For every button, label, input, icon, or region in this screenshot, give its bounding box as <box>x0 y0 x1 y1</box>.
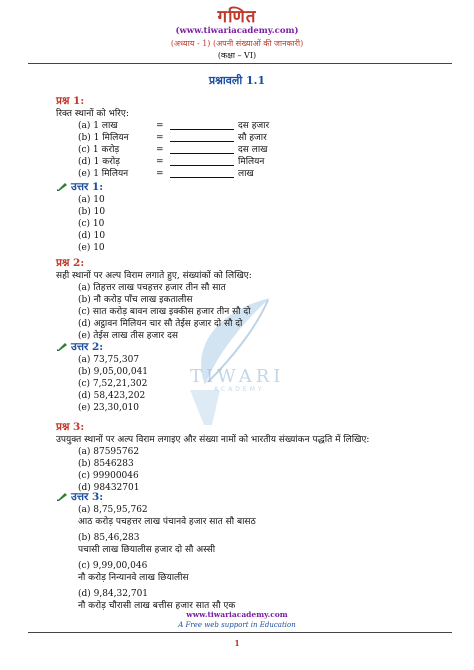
fill-blank <box>170 144 234 154</box>
answer-2-label: उत्तर 2: <box>71 341 104 353</box>
pen-icon <box>56 182 68 192</box>
chapter-subtitle: (अध्याय - 1) (अपनी संख्याओं की जानकारी) <box>170 39 304 48</box>
fill-row-equals: = <box>156 121 164 131</box>
list-item: (d) 98432701 <box>78 483 140 493</box>
fill-row-equals: = <box>156 169 164 179</box>
list-item: (d) अट्ठावन मिलियन चार सौ तेईस हजार दो सौ दो <box>78 319 243 329</box>
list-item: (b) 9,05,00,041 <box>78 367 149 377</box>
page-title: गणित <box>217 7 257 27</box>
fill-row-lhs: (a) 1 लाख <box>78 121 118 131</box>
list-item: (b) 8546283 <box>78 459 134 469</box>
question-3-label: प्रश्न 3: <box>56 421 85 433</box>
list-item: (a) 73,75,307 <box>78 355 140 365</box>
answer-1-heading <box>56 180 105 194</box>
answer-number: (b) 85,46,283 <box>78 533 140 543</box>
fill-row-rhs: सौ हजार <box>238 133 267 143</box>
class-label: (कक्षा – VI) <box>217 51 257 60</box>
list-item: (c) सात करोड़ बावन लाख इक्कीस हजार तीन सौ दो <box>78 307 251 317</box>
fill-row-equals: = <box>156 133 164 143</box>
fill-row-rhs: लाख <box>238 169 254 179</box>
fill-row <box>56 168 269 180</box>
fill-row <box>56 132 269 144</box>
fill-row-lhs: (b) 1 मिलियन <box>78 133 129 143</box>
fill-row-lhs: (c) 1 करोड़ <box>78 145 120 155</box>
list-item: (c) 7,52,21,302 <box>78 379 148 389</box>
header-site-link[interactable]: (www.tiwariacademy.com) <box>175 26 299 36</box>
exercise-title: प्रश्नावली 1.1 <box>208 74 266 87</box>
question-3 <box>56 420 369 494</box>
fill-blank <box>170 132 234 142</box>
fill-blank <box>170 156 234 166</box>
list-item: (e) 23,30,010 <box>78 403 140 413</box>
list-item: (d) 10 <box>78 231 106 241</box>
fill-row-rhs: मिलियन <box>238 157 265 167</box>
question-1-label: प्रश्न 1: <box>56 95 85 107</box>
footer-tagline: A Free web support in Education <box>178 621 296 629</box>
answer-number: (a) 8,75,95,762 <box>78 505 148 515</box>
fill-blank <box>170 168 234 178</box>
fill-row <box>56 156 269 168</box>
question-2-instruction: सही स्थानों पर अल्प विराम लगाते हुए, संख्यांकों को लिखिए: <box>56 271 252 281</box>
fill-row-rhs: दस लाख <box>238 145 268 155</box>
pen-icon <box>56 342 68 352</box>
fill-row-rhs: दस हजार <box>238 121 270 131</box>
question-2 <box>56 256 252 342</box>
list-item: (c) 99900046 <box>78 471 139 481</box>
list-item: (c) 10 <box>78 219 105 229</box>
answer-words: नौ करोड़ निन्यानवे लाख छियालीस <box>78 573 189 583</box>
fill-blank <box>170 120 234 130</box>
answer-words: आठ करोड़ पचहत्तर लाख पंचानवे हजार सात सौ बासठ <box>78 517 256 527</box>
list-item: (e) तेईस लाख तीस हजार दस <box>78 331 178 341</box>
fill-row <box>56 120 269 132</box>
header-divider <box>28 63 452 64</box>
watermark-subtext: ACADEMY <box>214 386 265 393</box>
fill-row-lhs: (e) 1 मिलियन <box>78 169 129 179</box>
answer-2-heading <box>56 340 148 354</box>
answer-words: पचासी लाख छियालीस हजार दो सौ अस्सी <box>78 545 216 555</box>
answer-number: (c) 9,99,00,046 <box>78 561 148 571</box>
fill-row-equals: = <box>156 145 164 155</box>
fill-row-equals: = <box>156 157 164 167</box>
footer-site-link[interactable]: www.tiwariacademy.com <box>186 610 288 619</box>
answer-3-label: उत्तर 3: <box>71 491 104 503</box>
question-1 <box>56 94 269 180</box>
list-item: (e) 10 <box>78 243 105 253</box>
list-item: (b) नौ करोड़ पाँच लाख इकतालीस <box>78 295 193 305</box>
question-3-instruction: उपयुक्त स्थानों पर अल्प विराम लगाइए और संख्या नामों को भारतीय संख्यांकन पद्धति में लिखिए: <box>56 435 370 445</box>
question-1-instruction: रिक्त स्थानों को भरिए: <box>56 109 129 119</box>
footer-divider <box>28 632 452 633</box>
answer-3-heading <box>56 490 256 504</box>
list-item: (d) 58,423,202 <box>78 391 146 401</box>
list-item: (a) 87595762 <box>78 447 140 457</box>
list-item: (b) 10 <box>78 207 106 217</box>
list-item: (a) तिहत्तर लाख पचहत्तर हजार तीन सौ सात <box>78 283 226 293</box>
answer-2 <box>56 340 148 414</box>
pen-icon <box>56 492 68 502</box>
answer-1 <box>56 180 105 254</box>
watermark-text: TIWARI <box>190 366 285 387</box>
answer-1-label: उत्तर 1: <box>71 181 104 193</box>
question-2-label: प्रश्न 2: <box>56 257 85 269</box>
page-number: 1 <box>234 638 240 648</box>
answer-3 <box>56 490 256 612</box>
fill-row <box>56 144 269 156</box>
answer-words: नौ करोड़ चौरासी लाख बत्तीस हजार सात सौ एक <box>78 601 236 611</box>
list-item: (a) 10 <box>78 195 105 205</box>
answer-number: (d) 9,84,32,701 <box>78 589 149 599</box>
fill-row-lhs: (d) 1 करोड़ <box>78 157 120 167</box>
